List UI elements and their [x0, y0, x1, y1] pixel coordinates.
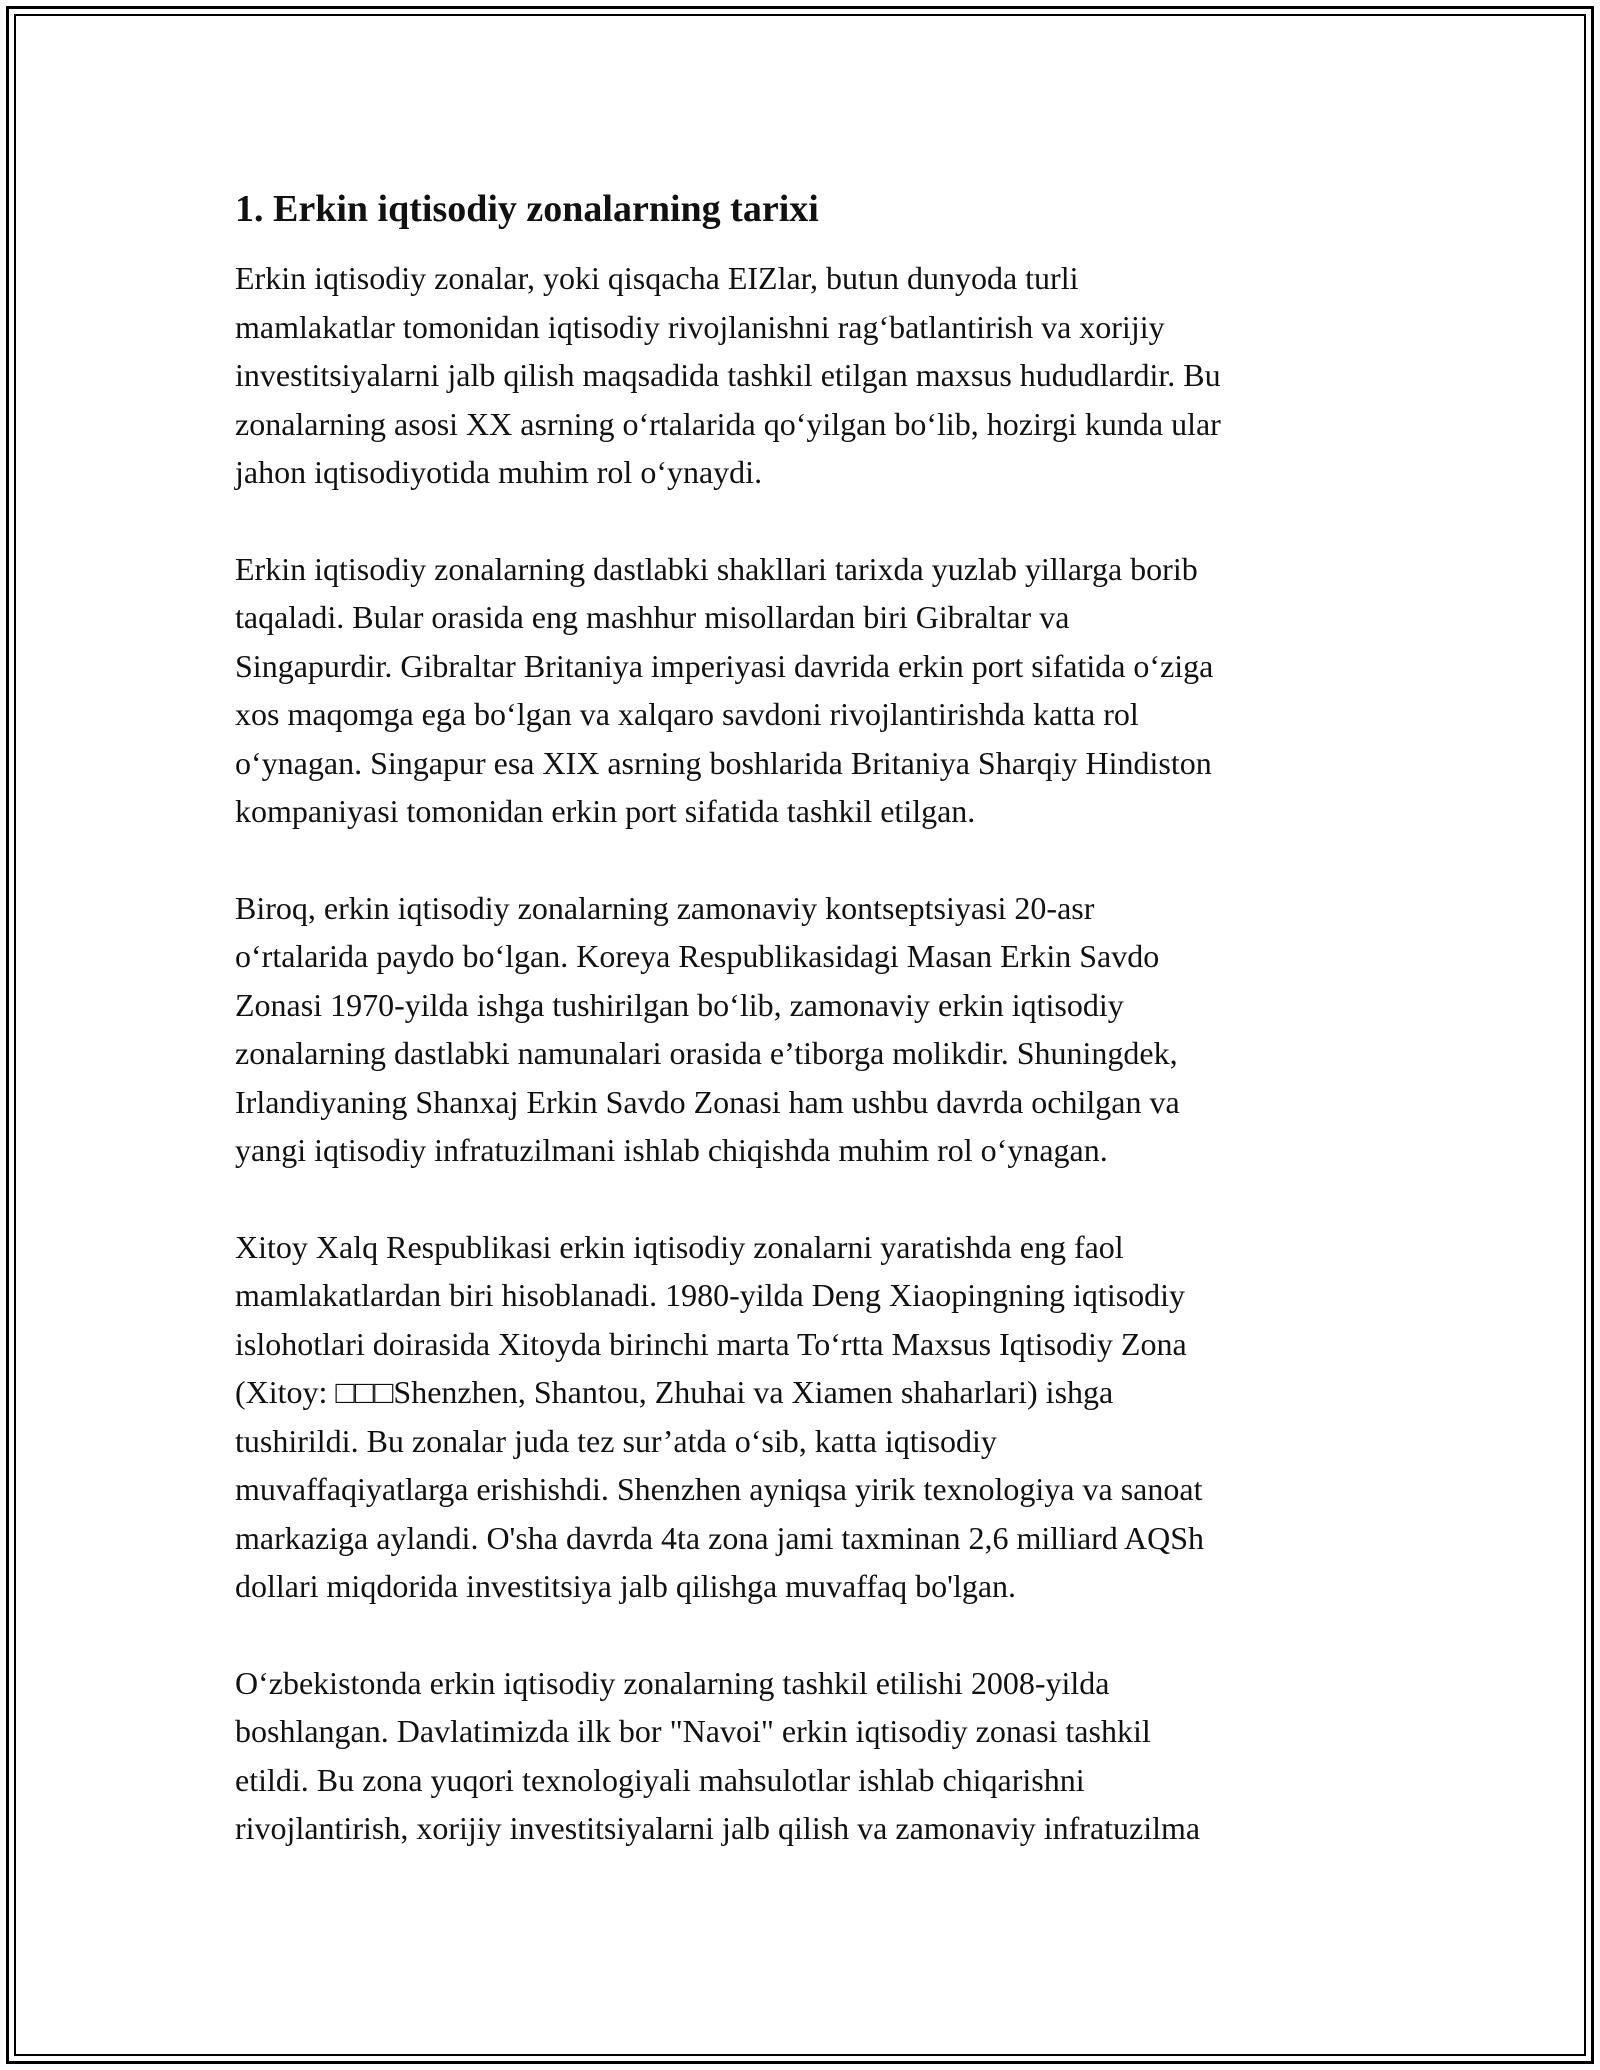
paragraph-line: mamlakatlardan biri hisoblanadi. 1980-yilda Deng Xiaopingning iqtisodiy [235, 1277, 1186, 1314]
paragraph-line: muvaffaqiyatlarga erishishdi. Shenzhen ayniqsa yirik texnologiya va sanoat [235, 1471, 1203, 1508]
paragraph-line: jahon iqtisodiyotida muhim rol o‘ynaydi. [235, 454, 763, 491]
paragraph-line: mamlakatlar tomonidan iqtisodiy rivojlanishni rag‘batlantirish va xorijiy [235, 308, 1165, 345]
section-heading: 1. Erkin iqtisodiy zonalarning tarixi [235, 188, 819, 230]
paragraph-line: rivojlantirish, xorijiy investitsiyalarni jalb qilish va zamonaviy infratuzilma [235, 1810, 1201, 1847]
paragraph-line: Zonasi 1970-yilda ishga tushirilgan bo‘lib, zamonaviy erkin iqtisodiy [235, 986, 1124, 1023]
paragraph-line: zonalarning dastlabki namunalari orasida e’tiborga molikdir. Shuningdek, [235, 1035, 1178, 1072]
paragraph-line: islohotlari doirasida Xitoyda birinchi marta To‘rtta Maxsus Iqtisodiy Zona [235, 1325, 1187, 1362]
paragraph-line: Xitoy Xalq Respublikasi erkin iqtisodiy zonalarni yaratishda eng faol [235, 1228, 1124, 1265]
paragraph [235, 1223, 1375, 1611]
paragraph-line: taqaladi. Bular orasida eng mashhur misollardan biri Gibraltar va [235, 599, 1070, 636]
paragraph-line: Erkin iqtisodiy zonalar, yoki qisqacha EIZlar, butun dunyoda turli [235, 260, 1079, 297]
paragraph-line: etildi. Bu zona yuqori texnologiyali mahsulotlar ishlab chiqarishni [235, 1761, 1085, 1798]
paragraph-line: o‘ynagan. Singapur esa XIX asrning boshlarida Britaniya Sharqiy Hindiston [235, 744, 1212, 781]
document-body [235, 185, 1375, 1901]
paragraph-line: markaziga aylandi. O'sha davrda 4ta zona jami taxminan 2,6 milliard AQSh [235, 1519, 1205, 1556]
paragraph-line: kompaniyasi tomonidan erkin port sifatida tashkil etilgan. [235, 793, 976, 830]
paragraphs-container [235, 254, 1375, 1853]
paragraph-line: (Xitoy: □□□Shenzhen, Shantou, Zhuhai va Xiamen shaharlari) ishga [235, 1374, 1114, 1411]
paragraph-line: Biroq, erkin iqtisodiy zonalarning zamonaviy kontseptsiyasi 20-asr [235, 889, 1095, 926]
paragraph [235, 254, 1375, 497]
paragraph [235, 884, 1375, 1175]
paragraph-line: Singapurdir. Gibraltar Britaniya imperiyasi davrida erkin port sifatida o‘ziga [235, 647, 1214, 684]
paragraph-line: xos maqomga ega bo‘lgan va xalqaro savdoni rivojlantirishda katta rol [235, 696, 1139, 733]
paragraph [235, 545, 1375, 836]
paragraph-line: tushirildi. Bu zonalar juda tez sur’atda o‘sib, katta iqtisodiy [235, 1422, 997, 1459]
paragraph-line: investitsiyalarni jalb qilish maqsadida tashkil etilgan maxsus hududlardir. Bu [235, 357, 1221, 394]
paragraph-line: Erkin iqtisodiy zonalarning dastlabki shakllari tarixda yuzlab yillarga borib [235, 550, 1198, 587]
paragraph-line: zonalarning asosi XX asrning o‘rtalarida qo‘yilgan bo‘lib, hozirgi kunda ular [235, 405, 1221, 442]
paragraph [235, 1659, 1375, 1853]
paragraph-line: Irlandiyaning Shanxaj Erkin Savdo Zonasi ham ushbu davrda ochilgan va [235, 1083, 1180, 1120]
paragraph-line: boshlangan. Davlatimizda ilk bor "Navoi" erkin iqtisodiy zonasi tashkil [235, 1713, 1151, 1750]
paragraph-line: dollari miqdorida investitsiya jalb qilishga muvaffaq bo'lgan. [235, 1568, 1017, 1605]
paragraph-line: O‘zbekistonda erkin iqtisodiy zonalarning tashkil etilishi 2008-yilda [235, 1664, 1110, 1701]
paragraph-line: o‘rtalarida paydo bo‘lgan. Koreya Respublikasidagi Masan Erkin Savdo [235, 938, 1160, 975]
paragraph-line: yangi iqtisodiy infratuzilmani ishlab chiqishda muhim rol o‘ynagan. [235, 1132, 1108, 1169]
